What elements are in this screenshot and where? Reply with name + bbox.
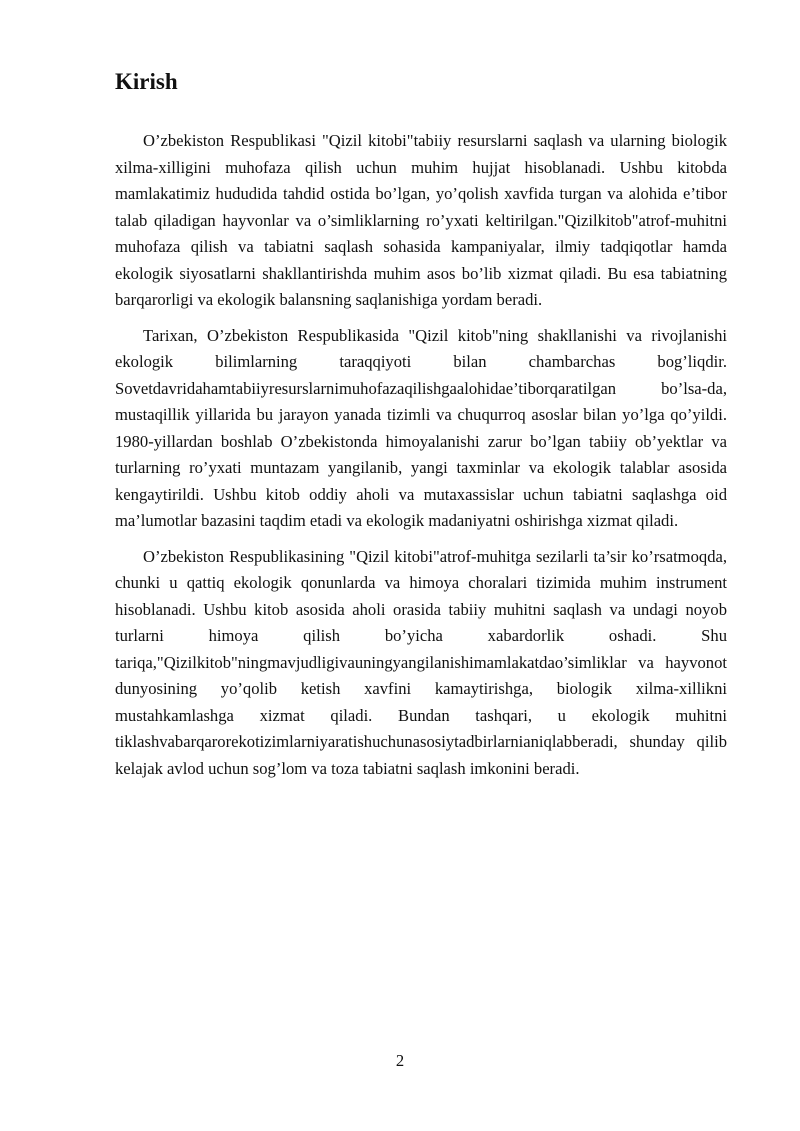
page-number: 2: [395, 1051, 405, 1070]
paragraph-3: O’zbekiston Respublikasining "Qizil kitobi"atrof-muhitga sezilarli ta’sir ko’rsatmoqda, chunki u qattiq ekologik qonunlarda va himoya choralari tizimida muhim instrument hisoblanadi. Ushbu kitob asosida aholi orasida tabiiy muhitni saqlash va undagi noyob turlarni himoya qilish bo’yicha xabardorlik oshadi. Shu tariqa,"Qizilkitob"ningmavjudligivauningyangilanishimamlakatdao’simliklar va hayvonot dunyosining yo’qolib ketish xavfini kamaytirishga, biologik xilma-xillikni mustahkamlashga xizmat qiladi. Bundan tashqari, u ekologik muhitni tiklashvabarqarorekotizimlarniyaratishuchunasosiytadbirlarnianiqlabberadi, shunday qilib kelajak avlod uchun sog’lom va toza tabiatni saqlash imkonini beradi.: [115, 546, 727, 778]
body-text: [115, 128, 727, 791]
section-heading: Kirish: [115, 69, 178, 94]
paragraph-1: O’zbekiston Respublikasi "Qizil kitobi"tabiiy resurslarni saqlash va ularning biologik xilma-xilligini muhofaza qilish uchun muhim hujjat hisoblanadi. Ushbu kitobda mamlakatimiz hududida tahdid ostida bo’lgan, yo’qolish xavfida turgan va alohida e’tibor talab qiladigan hayvonlar va o’simliklarning ro’yxati keltirilgan."Qizilkitob"atrof-muhitni muhofaza qilish va tabiatni saqlash sohasida kampaniyalar, ilmiy tadqiqotlar hamda ekologik siyosatlarni shakllantirishda muhim asos bo’lib xizmat qiladi. Bu esa tabiatning barqarorligi va ekologik balansning saqlanishiga yordam beradi.: [115, 131, 727, 309]
paragraph-2: Tarixan, O’zbekiston Respublikasida "Qizil kitob"ning shakllanishi va rivojlanishi ekologik bilimlarning taraqqiyoti bilan chambarchas bog’liqdir. Sovetdavridahamtabiiyresurslarnimuhofazaqilishgaalohidae’tiborqaratilgan bo’lsa-da, mustaqillik yillarida bu jarayon yanada tizimli va chuqurroq asoslar bilan yo’lga qo’yildi. 1980-yillardan boshlab O’zbekistonda himoyalanishi zarur bo’lgan tabiiy ob’yektlar va turlarning ro’yxati muntazam yangilanib, yangi taxminlar va ekologik talablar asosida kengaytirildi. Ushbu kitob oddiy aholi va mutaxassislar uchun tabiatni saqlashga oid ma’lumotlar bazasini taqdim etadi va ekologik madaniyatni oshirishga xizmat qiladi.: [115, 325, 727, 530]
